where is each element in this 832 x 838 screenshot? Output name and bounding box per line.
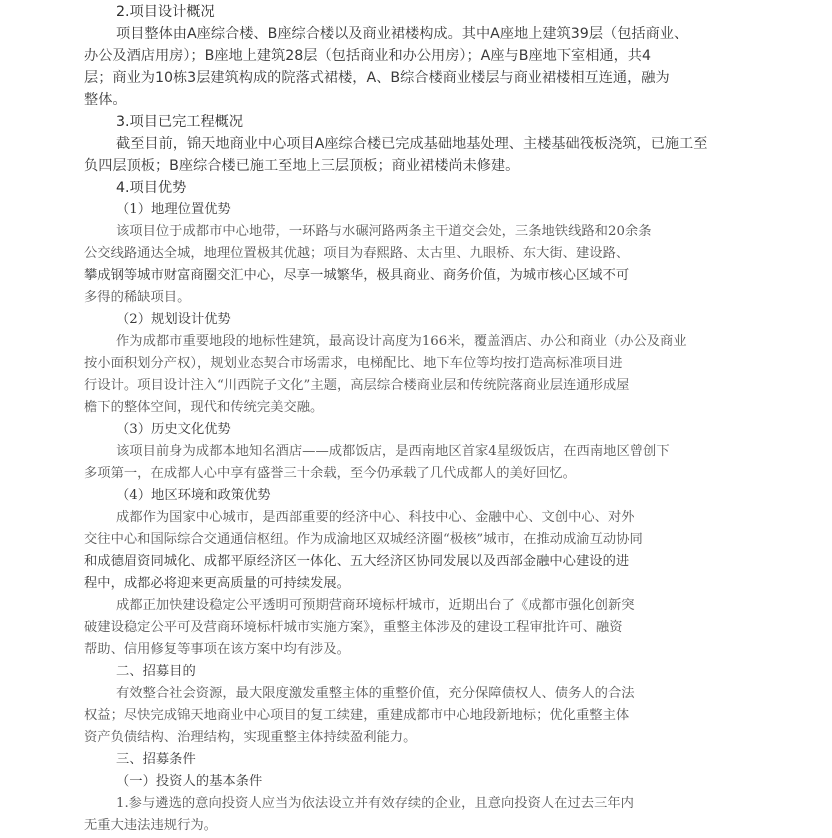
text-line: 权益；尽快完成锦天地商业中心项目的复工续建，重建成都市中心地段新地标；优化重整主体 xyxy=(84,708,630,723)
text-line: 该项目位于成都市中心地带，一环路与水碾河路两条主干道交会处，三条地铁线路和20余条 xyxy=(116,224,652,239)
heading-recruitment-purpose: 二、招募目的 xyxy=(116,664,196,679)
text-line: 该项目前身为成都本地知名酒店——成都饭店，是西南地区首家4星级饭店，在西南地区曾创下 xyxy=(116,444,670,459)
text-line: 帮助、信用修复等事项在该方案中均有涉及。 xyxy=(84,642,350,657)
subheading-basic-conditions: （一）投资人的基本条件 xyxy=(116,774,263,789)
text-line: 多项第一，在成都人心中享有盛誉三十余载，至今仍承载了几代成都人的美好回忆。 xyxy=(84,466,576,481)
text-line: 办公及酒店用房）；B座地上建筑28层（包括商业和办公用房）；A座与B座地下室相通，共4 xyxy=(84,48,651,64)
heading-project-advantages: 4.项目优势 xyxy=(116,180,187,196)
text-line: 交往中心和国际综合交通通信枢纽。作为成渝地区双城经济圈“极核”城市，在推动成渝互动协同 xyxy=(84,532,643,547)
subheading-location: （1）地理位置优势 xyxy=(116,202,231,217)
text-line: 程中，成都必将迎来更高质量的可持续发展。 xyxy=(84,576,350,591)
text-line: 负四层顶板；B座综合楼已施工至地上三层顶板；商业裙楼尚未修建。 xyxy=(84,158,520,174)
heading-project-design: 2.项目设计概况 xyxy=(116,4,215,20)
text-line: 破建设稳定公平可及营商环境标杆城市实施方案》，重整主体涉及的建设工程审批许可、融资 xyxy=(84,620,623,635)
text-line: 层；商业为10栋3层建筑构成的院落式裙楼，A、B综合楼商业楼层与商业裙楼相互连通，融为 xyxy=(84,70,670,86)
text-line: 整体。 xyxy=(84,92,127,108)
text-line: 项目整体由A座综合楼、B座综合楼以及商业裙楼构成。其中A座地上建筑39层（包括商业、 xyxy=(116,26,689,42)
text-line: 作为成都市重要地段的地标性建筑，最高设计高度为166米，覆盖酒店、办公和商业（办公及商业 xyxy=(116,334,687,349)
text-line: 多得的稀缺项目。 xyxy=(84,290,191,305)
text-line: 行设计。项目设计注入“川西院子文化”主题，高层综合楼商业层和传统院落商业层连通形成屋 xyxy=(84,378,630,393)
text-line: 1.参与遴选的意向投资人应当为依法设立并有效存续的企业，且意向投资人在过去三年内 xyxy=(116,796,634,811)
text-line: 攀成钢等城市财富商圈交汇中心，尽享一城繁华，极具商业、商务价值，为城市核心区域不可 xyxy=(84,268,630,283)
text-line: 成都正加快建设稳定公平透明可预期营商环境标杆城市，近期出台了《成都市强化创新突 xyxy=(116,598,635,613)
text-line: 截至目前，锦天地商业中心项目A座综合楼已完成基础地基处理、主楼基础筏板浇筑，已施工至 xyxy=(116,136,708,152)
text-line: 按小面积划分产权），规划业态契合市场需求，电梯配比、地下车位等均按打造高标准项目进 xyxy=(84,356,623,371)
text-line: 和成德眉资同城化、成都平原经济区一体化、五大经济区协同发展以及西部金融中心建设的进 xyxy=(84,554,630,569)
heading-recruitment-conditions: 三、招募条件 xyxy=(116,752,196,767)
heading-completed-works: 3.项目已完工程概况 xyxy=(116,114,244,130)
text-line: 资产负债结构、治理结构，实现重整主体持续盈利能力。 xyxy=(84,730,417,745)
text-line: 有效整合社会资源，最大限度激发重整主体的重整价值，充分保障债权人、债务人的合法 xyxy=(116,686,635,701)
text-line: 檐下的整体空间，现代和传统完美交融。 xyxy=(84,400,324,415)
subheading-environment-policy: （4）地区环境和政策优势 xyxy=(116,488,271,503)
subheading-history: （3）历史文化优势 xyxy=(116,422,231,437)
subheading-planning: （2）规划设计优势 xyxy=(116,312,231,327)
text-line: 无重大违法违规行为。 xyxy=(84,818,217,833)
text-line: 成都作为国家中心城市，是西部重要的经济中心、科技中心、金融中心、文创中心、对外 xyxy=(116,510,635,525)
text-line: 公交线路通达全城，地理位置极其优越；项目为春熙路、太古里、九眼桥、东大街、建设路、 xyxy=(84,246,630,261)
